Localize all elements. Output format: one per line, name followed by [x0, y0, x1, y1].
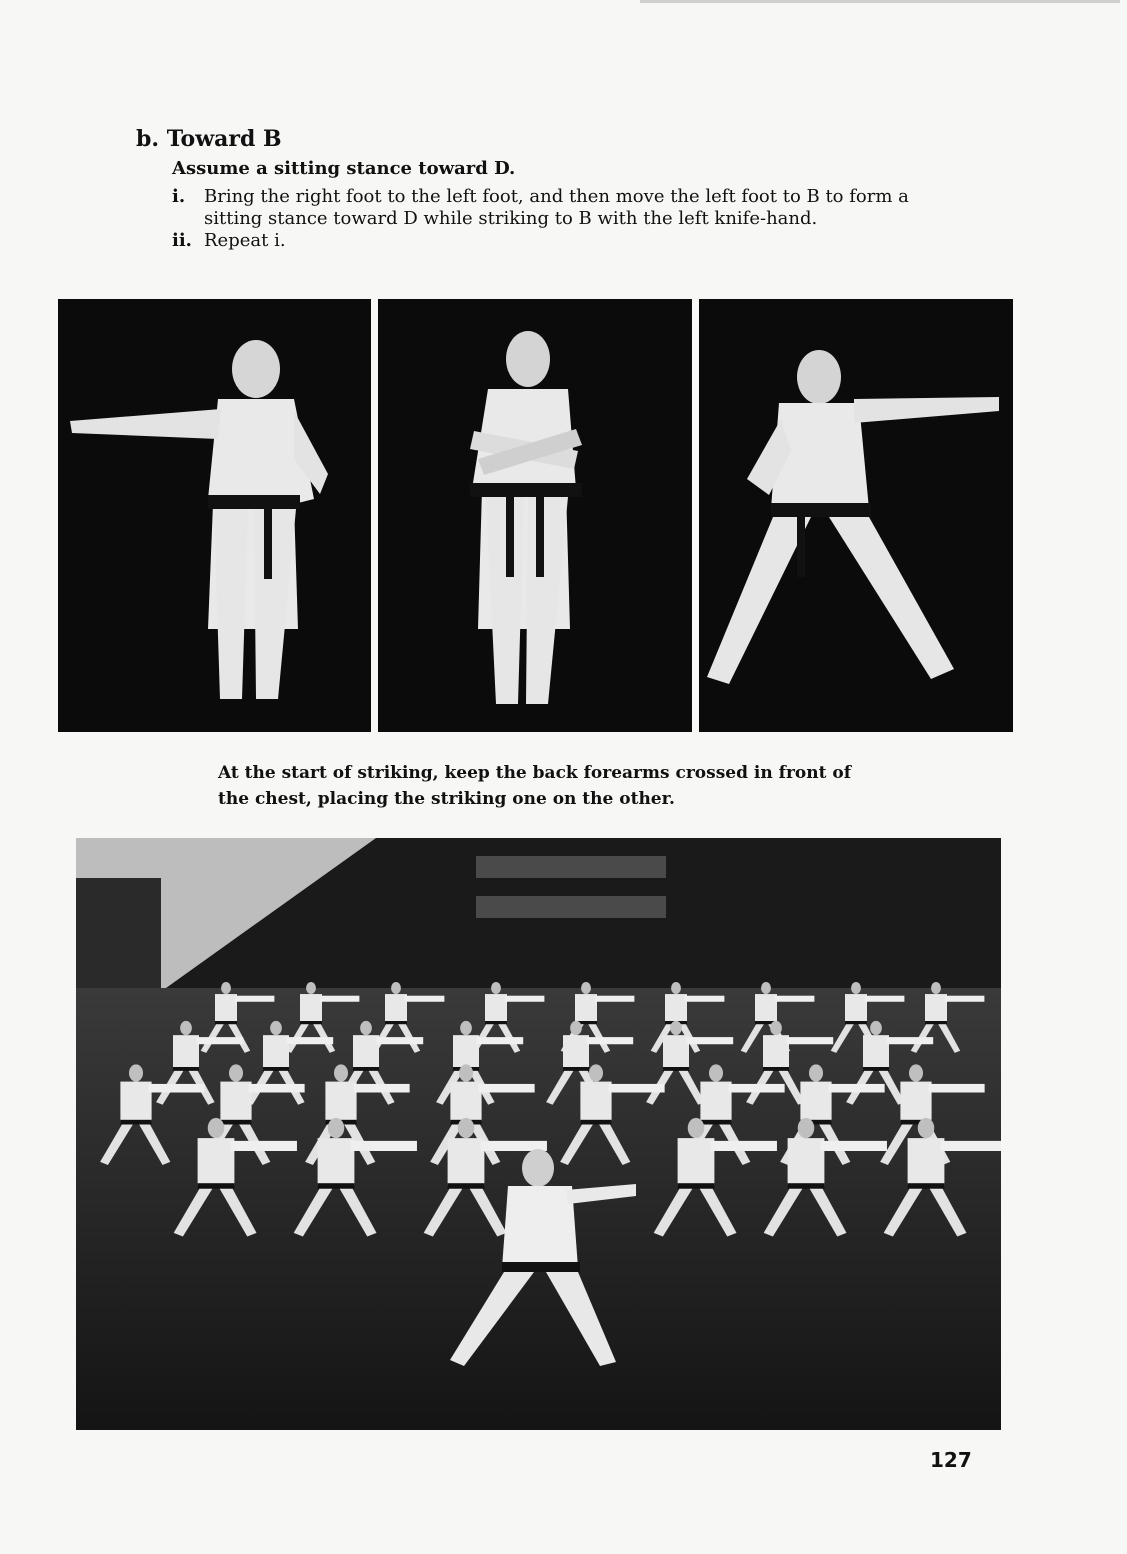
photo-caption: At the start of striking, keep the back forearms crossed in front of the chest, placing the striking one on the other.	[218, 763, 852, 809]
step-text: Repeat i.	[204, 230, 286, 251]
stance-photo-1	[58, 299, 371, 732]
group-training-photo	[76, 838, 1001, 1430]
section-heading: b. Toward B	[136, 126, 282, 152]
step-list	[172, 186, 912, 252]
figure-illustration-3	[699, 299, 1013, 732]
figure-illustration-2	[378, 299, 692, 732]
step-marker: i.	[172, 186, 186, 207]
step-text: Bring the right foot to the left foot, and then move the left foot to B to form a sitting stance toward D while striking to B with the left knife-hand.	[204, 186, 909, 229]
step-item	[172, 186, 912, 230]
page-number: 127	[930, 1448, 972, 1472]
step-marker: ii.	[172, 230, 192, 251]
group-illustration	[76, 838, 1001, 1430]
stance-photo-row	[58, 299, 1013, 732]
figure-illustration-1	[58, 299, 371, 732]
stance-photo-3	[699, 299, 1013, 732]
step-item	[172, 230, 912, 252]
top-rule	[640, 0, 1120, 3]
section-intro: Assume a sitting stance toward D.	[172, 158, 516, 179]
stance-photo-2	[378, 299, 692, 732]
